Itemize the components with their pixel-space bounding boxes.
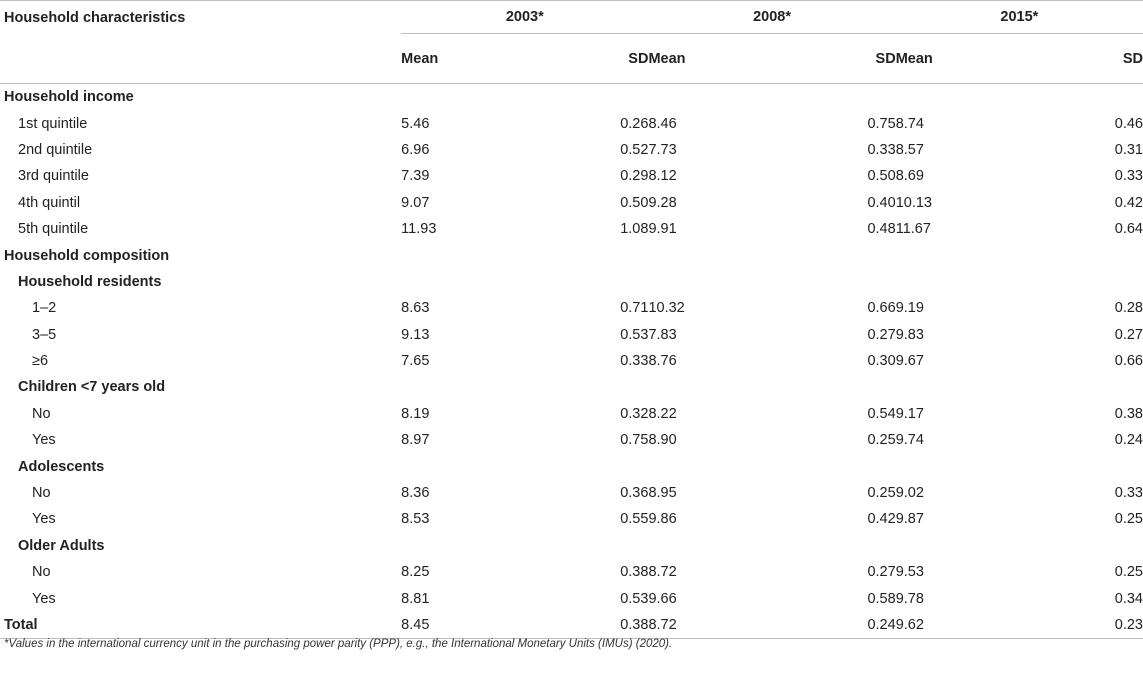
mean-cell: 8.57 (895, 141, 924, 158)
sd-cell: 0.38 (620, 564, 649, 581)
table-row (0, 559, 1143, 585)
mean-cell (648, 269, 799, 295)
sd-cell (800, 242, 896, 268)
mean-cell: 8.12 (648, 168, 677, 185)
mean-cell (401, 242, 552, 268)
mean-header: Mean (896, 34, 1047, 84)
row-label: 4th quintil (18, 194, 81, 211)
sd-cell: 0.50 (867, 168, 896, 185)
sd-cell: 0.24 (800, 612, 896, 639)
year-header-2003: 2003* (401, 1, 648, 34)
mean-cell: 9.83 (895, 326, 924, 343)
table-row (0, 295, 1143, 321)
table-row (0, 110, 1143, 136)
mean-cell: 7.83 (648, 326, 677, 343)
mean-header: Mean (648, 34, 799, 84)
mean-cell: 8.53 (401, 511, 430, 528)
mean-cell: 8.76 (648, 353, 677, 370)
table-row (0, 348, 1143, 374)
sd-cell: 0.42 (867, 511, 896, 528)
sd-cell: 0.55 (620, 511, 649, 528)
table-row (0, 612, 1143, 639)
mean-cell: 9.13 (401, 326, 430, 343)
mean-cell: 8.74 (895, 115, 924, 132)
sd-cell (553, 242, 649, 268)
mean-cell: 5.46 (401, 115, 430, 132)
sd-header: SD (800, 34, 896, 84)
row-label: Household income (4, 89, 134, 106)
data-table (0, 1, 1143, 639)
sd-cell (1047, 84, 1143, 111)
mean-cell: 7.73 (648, 141, 677, 158)
sd-cell: 0.27 (867, 564, 896, 581)
sd-cell (553, 453, 649, 479)
mean-cell: 9.67 (895, 353, 924, 370)
mean-cell (401, 453, 552, 479)
sd-cell: 0.54 (867, 405, 896, 422)
row-label: 5th quintile (18, 221, 89, 238)
sd-cell: 0.71 (620, 300, 649, 317)
sd-cell: 0.38 (1114, 405, 1143, 422)
sd-cell: 0.48 (867, 221, 896, 238)
row-label: ≥6 (32, 353, 49, 370)
row-label: Yes (32, 590, 56, 607)
table-row (0, 322, 1143, 348)
sd-cell (1047, 374, 1143, 400)
sd-header: SD (1047, 34, 1143, 84)
sd-cell: 1.08 (620, 221, 649, 238)
mean-cell: 9.62 (896, 612, 1047, 639)
row-label: No (32, 405, 51, 422)
sd-cell: 0.33 (867, 141, 896, 158)
header-first-col: Household characteristics (4, 9, 186, 26)
sd-cell: 0.50 (620, 194, 649, 211)
mean-cell: 9.86 (648, 511, 677, 528)
sd-cell: 0.27 (867, 326, 896, 343)
sd-cell: 0.75 (867, 115, 896, 132)
sd-cell: 0.29 (620, 168, 649, 185)
sd-cell: 0.53 (620, 590, 649, 607)
sd-cell: 0.58 (867, 590, 896, 607)
year-header-2015: 2015* (896, 1, 1143, 34)
sd-cell: 0.24 (1114, 432, 1143, 449)
section-row (0, 269, 1143, 295)
sd-cell: 0.34 (1114, 590, 1143, 607)
row-label: 3–5 (32, 326, 57, 343)
table-body (0, 84, 1143, 639)
sd-cell: 0.28 (1114, 300, 1143, 317)
sd-cell: 0.33 (1114, 168, 1143, 185)
row-label: No (32, 564, 51, 581)
sd-cell (800, 533, 896, 559)
sd-cell (1047, 533, 1143, 559)
mean-cell: 11.67 (895, 221, 931, 238)
mean-cell: 10.13 (895, 194, 932, 211)
sd-cell: 0.23 (1047, 612, 1143, 639)
sd-cell (1047, 269, 1143, 295)
table-row (0, 480, 1143, 506)
sd-cell: 0.25 (1114, 511, 1143, 528)
sd-cell: 0.25 (1114, 564, 1143, 581)
sd-cell: 0.53 (620, 326, 649, 343)
mean-cell (401, 84, 552, 111)
mean-cell (648, 84, 799, 111)
sd-cell: 0.66 (867, 300, 896, 317)
sd-cell: 0.32 (620, 405, 649, 422)
row-label: No (32, 485, 51, 502)
mean-cell: 9.91 (648, 221, 677, 238)
row-label: Household composition (4, 247, 170, 264)
mean-cell: 9.66 (648, 590, 677, 607)
sd-cell (800, 374, 896, 400)
sd-cell (800, 269, 896, 295)
mean-cell: 9.02 (895, 485, 924, 502)
mean-cell: 9.19 (895, 300, 924, 317)
mean-header: Mean (401, 34, 552, 84)
mean-cell: 9.07 (401, 194, 430, 211)
section-row (0, 84, 1143, 111)
header-blank (0, 34, 401, 84)
sd-cell: 0.64 (1114, 221, 1143, 238)
table-row (0, 190, 1143, 216)
mean-cell: 9.53 (895, 564, 924, 581)
mean-cell: 9.78 (895, 590, 924, 607)
sd-cell (553, 374, 649, 400)
mean-cell (401, 533, 552, 559)
mean-cell: 8.22 (648, 405, 677, 422)
mean-cell: 6.96 (401, 141, 430, 158)
mean-cell: 8.45 (401, 612, 552, 639)
sd-cell: 0.40 (867, 194, 896, 211)
sd-cell (800, 84, 896, 111)
mean-cell (896, 533, 1047, 559)
section-row (0, 533, 1143, 559)
table-row (0, 216, 1143, 242)
mean-cell: 11.93 (401, 221, 437, 238)
sd-cell: 0.27 (1114, 326, 1143, 343)
row-label: Household residents (18, 273, 162, 290)
mean-cell (896, 242, 1047, 268)
table-row (0, 427, 1143, 453)
mean-cell: 8.95 (648, 485, 677, 502)
mean-cell: 9.87 (895, 511, 924, 528)
header-row-stats (0, 34, 1143, 84)
mean-cell: 10.32 (648, 300, 685, 317)
mean-cell (896, 269, 1047, 295)
table-row (0, 137, 1143, 163)
table-row (0, 585, 1143, 611)
sd-cell: 0.31 (1114, 141, 1143, 158)
sd-cell (553, 533, 649, 559)
sd-cell: 0.33 (620, 353, 649, 370)
mean-cell: 8.19 (401, 405, 430, 422)
table-row (0, 401, 1143, 427)
mean-cell (648, 453, 799, 479)
sd-cell (553, 269, 649, 295)
mean-cell: 9.28 (648, 194, 677, 211)
mean-cell: 8.72 (648, 612, 799, 639)
mean-cell: 8.46 (648, 115, 677, 132)
row-label: Older Adults (18, 537, 105, 554)
row-label: Total (0, 612, 401, 639)
mean-cell: 8.36 (401, 485, 430, 502)
sd-cell: 0.75 (620, 432, 649, 449)
table-row (0, 163, 1143, 189)
mean-cell (401, 269, 552, 295)
mean-cell: 9.17 (895, 405, 924, 422)
sd-cell: 0.52 (620, 141, 649, 158)
mean-cell: 8.69 (895, 168, 924, 185)
row-label: Yes (32, 511, 56, 528)
mean-cell (896, 374, 1047, 400)
mean-cell (648, 242, 799, 268)
mean-cell: 8.81 (401, 590, 430, 607)
section-row (0, 453, 1143, 479)
row-label: Yes (32, 432, 56, 449)
row-label: Children <7 years old (18, 379, 166, 396)
sd-cell: 0.25 (867, 432, 896, 449)
sd-cell: 0.42 (1114, 194, 1143, 211)
section-row (0, 242, 1143, 268)
mean-cell: 7.65 (401, 353, 430, 370)
sd-cell: 0.38 (553, 612, 649, 639)
mean-cell: 8.90 (648, 432, 677, 449)
row-label: 2nd quintile (18, 141, 93, 158)
table-row (0, 506, 1143, 532)
footnote: *Values in the international currency unit in the purchasing power parity (PPP), e.g., the International Monetary Units (IMUs) (2020). (4, 638, 673, 650)
mean-cell: 8.63 (401, 300, 430, 317)
mean-cell: 8.97 (401, 432, 430, 449)
sd-cell: 0.25 (867, 485, 896, 502)
row-label: 1–2 (32, 300, 57, 317)
sd-cell: 0.66 (1114, 353, 1143, 370)
mean-cell (648, 533, 799, 559)
mean-cell (648, 374, 799, 400)
sd-cell: 0.26 (620, 115, 649, 132)
mean-cell: 7.39 (401, 168, 430, 185)
sd-cell: 0.33 (1114, 485, 1143, 502)
header-row-years (0, 1, 1143, 34)
mean-cell (896, 453, 1047, 479)
sd-cell (800, 453, 896, 479)
sd-cell (553, 84, 649, 111)
mean-cell (896, 84, 1047, 111)
sd-cell: 0.30 (867, 353, 896, 370)
sd-cell (1047, 242, 1143, 268)
sd-cell: 0.46 (1114, 115, 1143, 132)
row-label: 1st quintile (18, 115, 88, 132)
year-header-2008: 2008* (648, 1, 895, 34)
sd-header: SD (553, 34, 649, 84)
sd-cell (1047, 453, 1143, 479)
mean-cell: 9.74 (895, 432, 924, 449)
mean-cell (401, 374, 552, 400)
row-label: 3rd quintile (18, 168, 89, 185)
sd-cell: 0.36 (620, 485, 649, 502)
row-label: Adolescents (18, 458, 105, 475)
section-row (0, 374, 1143, 400)
mean-cell: 8.72 (648, 564, 677, 581)
mean-cell: 8.25 (401, 564, 430, 581)
